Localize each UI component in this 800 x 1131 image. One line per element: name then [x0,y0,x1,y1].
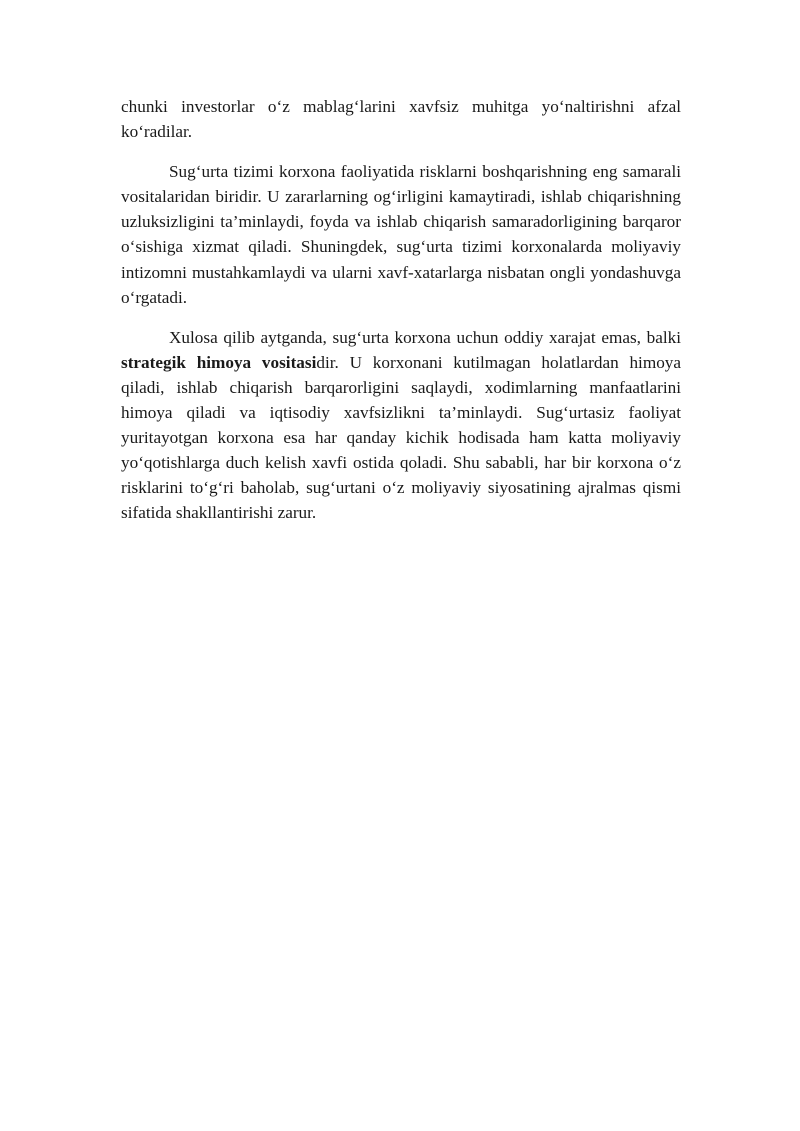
document-page [121,94,681,541]
conclusion-text-after: dir. U korxonani kutilmagan holatlardan himoya qiladi, ishlab chiqarish barqarorligini saqlaydi, xodimlarning manfaatlarini himoya qiladi va iqtisodiy xavfsizlikni ta’minlaydi. Sug‘urtasiz faoliyat yuritayotgan korxona esa har qanday kichik hodisada ham katta moliyaviy yo‘qotishlarga duch kelish xavfi ostida qoladi. Shu sababli, har bir korxona o‘z risklarini to‘g‘ri baholab, sug‘urtani o‘z moliyaviy siyosatining ajralmas qismi sifatida shakllantirishi zarur. [121,352,682,523]
conclusion-text-before: Xulosa qilib aytganda, sug‘urta korxona uchun oddiy xarajat emas, balki [169,327,681,347]
paragraph-continuation: chunki investorlar o‘z mablag‘larini xavfsiz muhitga yo‘naltirishni afzal ko‘radilar. [121,97,681,142]
paragraph-insurance-system: Sug‘urta tizimi korxona faoliyatida risklarni boshqarishning eng samarali vositalaridan biridir. U zararlarning og‘irligini kamaytiradi, ishlab chiqarishning uzluksizligini ta’minlaydi, foyda va ishlab chiqarish samaradorligining barqaror o‘sishiga xizmat qiladi. Shuningdek, sug‘urta tizimi korxonalarda moliyaviy intizomni mustahkamlaydi va ularni xavf-xatarlarga nisbatan ongli yondashuvga o‘rgatadi. [121,162,681,307]
conclusion-bold-phrase: strategik himoya vositasi [121,352,317,372]
paragraph-conclusion [121,325,681,526]
